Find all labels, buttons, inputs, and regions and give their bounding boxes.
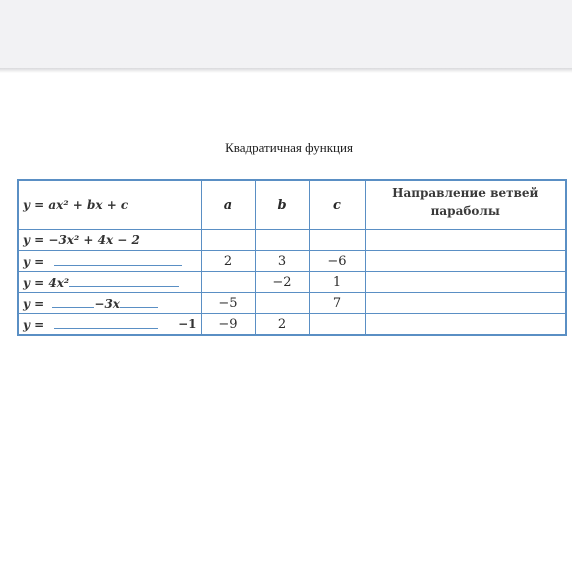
cell-b[interactable] xyxy=(255,293,309,314)
function-prefix: y = 4x² xyxy=(23,275,70,290)
cell-c[interactable] xyxy=(309,314,365,336)
cell-c: 1 xyxy=(309,272,365,293)
function-cell xyxy=(18,251,201,272)
header-b: b xyxy=(255,180,309,230)
answer-blank[interactable] xyxy=(69,275,179,287)
function-cell xyxy=(18,293,201,314)
cell-a[interactable] xyxy=(201,230,255,251)
function-prefix: y = xyxy=(23,317,45,332)
cell-direction[interactable] xyxy=(365,314,566,336)
table-row xyxy=(18,230,566,251)
answer-blank[interactable] xyxy=(54,254,182,266)
table-row xyxy=(18,314,566,336)
table-header-row xyxy=(18,180,566,230)
cell-direction[interactable] xyxy=(365,272,566,293)
cell-a: −9 xyxy=(201,314,255,336)
function-middle: −3x xyxy=(94,296,120,311)
cell-direction[interactable] xyxy=(365,293,566,314)
cell-b: −2 xyxy=(255,272,309,293)
cell-b[interactable] xyxy=(255,230,309,251)
answer-blank[interactable] xyxy=(120,296,158,308)
answer-blank[interactable] xyxy=(54,317,158,329)
cell-a[interactable] xyxy=(201,272,255,293)
header-direction: Направление ветвей параболы xyxy=(365,180,566,230)
function-cell xyxy=(18,230,201,251)
page-title: Квадратичная функция xyxy=(225,140,353,155)
top-band xyxy=(0,0,572,70)
cell-b: 2 xyxy=(255,314,309,336)
cell-direction[interactable] xyxy=(365,251,566,272)
function-prefix: y = xyxy=(23,254,45,269)
function-cell xyxy=(18,272,201,293)
table-row xyxy=(18,251,566,272)
cell-direction[interactable] xyxy=(365,230,566,251)
cell-a: 2 xyxy=(201,251,255,272)
header-a: a xyxy=(201,180,255,230)
quadratic-function-table xyxy=(17,179,567,336)
function-prefix: y = xyxy=(23,296,45,311)
cell-a: −5 xyxy=(201,293,255,314)
cell-b: 3 xyxy=(255,251,309,272)
function-prefix: y = −3x² + 4x − 2 xyxy=(23,233,140,247)
header-c: c xyxy=(309,180,365,230)
cell-c[interactable] xyxy=(309,230,365,251)
top-band-shadow xyxy=(0,68,572,73)
function-suffix: −1 xyxy=(178,316,197,331)
table-row xyxy=(18,293,566,314)
function-cell xyxy=(18,314,201,336)
cell-c: −6 xyxy=(309,251,365,272)
cell-c: 7 xyxy=(309,293,365,314)
answer-blank[interactable] xyxy=(52,296,94,308)
table-row xyxy=(18,272,566,293)
header-formula: y = ax² + bx + c xyxy=(18,180,201,230)
